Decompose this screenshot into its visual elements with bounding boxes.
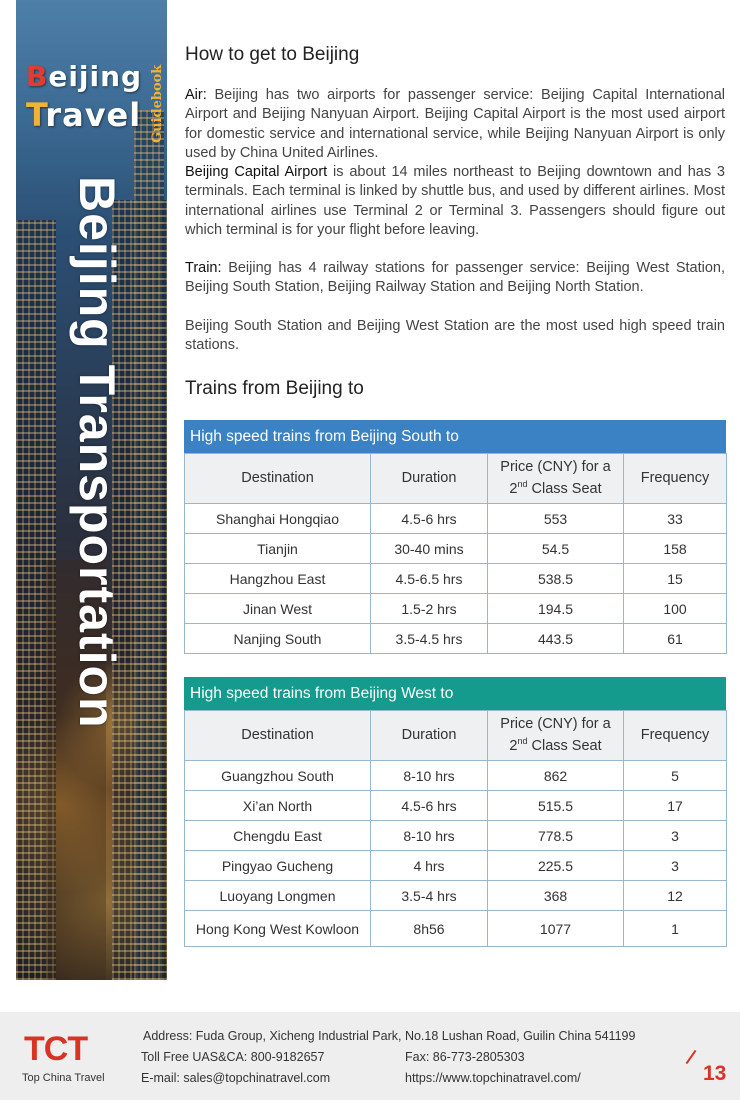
footer-address: Address: Fuda Group, Xicheng Industrial Park, No.18 Lushan Road, Guilin China 541199	[143, 1029, 636, 1043]
cell-destination: Nanjing South	[185, 624, 371, 654]
table-row	[185, 564, 727, 594]
west-trains-table	[184, 710, 727, 947]
col-price: Price (CNY) for a 2nd Class Seat	[488, 711, 624, 761]
cell-frequency: 12	[624, 881, 727, 911]
table-row	[185, 534, 727, 564]
col-destination: Destination	[185, 454, 371, 504]
cell-duration: 4.5-6 hrs	[371, 791, 488, 821]
table-row	[185, 624, 727, 654]
cell-duration: 1.5-2 hrs	[371, 594, 488, 624]
tct-logo-subtitle: Top China Travel	[22, 1072, 105, 1084]
beijing-travel-logo: Beijing Travel Guidebook	[26, 60, 166, 150]
train-paragraph: Train: Beijing has 4 railway stations for passenger service: Beijing West Station, Beijing South Station, Beijing Railway Station and Beijing North Station.	[185, 260, 725, 296]
cell-frequency: 17	[624, 791, 727, 821]
air-label: Air:	[185, 87, 207, 103]
footer-fax: Fax: 86-773-2805303	[405, 1050, 525, 1064]
table-row	[185, 911, 727, 947]
cell-price: 54.5	[488, 534, 624, 564]
cell-frequency: 33	[624, 504, 727, 534]
cell-duration: 4.5-6 hrs	[371, 504, 488, 534]
cell-destination: Shanghai Hongqiao	[185, 504, 371, 534]
col-frequency: Frequency	[624, 711, 727, 761]
page-number-slash	[686, 1050, 697, 1064]
cell-frequency: 100	[624, 594, 727, 624]
col-destination: Destination	[185, 711, 371, 761]
cell-frequency: 5	[624, 761, 727, 791]
col-frequency: Frequency	[624, 454, 727, 504]
cell-destination: Xi’an North	[185, 791, 371, 821]
cell-duration: 8-10 hrs	[371, 821, 488, 851]
cell-price: 553	[488, 504, 624, 534]
heading-how-to-get: How to get to Beijing	[185, 44, 360, 65]
table-row	[185, 881, 727, 911]
table-row	[185, 761, 727, 791]
cell-price: 194.5	[488, 594, 624, 624]
cell-destination: Luoyang Longmen	[185, 881, 371, 911]
cell-frequency: 15	[624, 564, 727, 594]
cell-destination: Chengdu East	[185, 821, 371, 851]
cell-destination: Pingyao Gucheng	[185, 851, 371, 881]
cover-photo-strip	[16, 0, 167, 980]
cell-price: 538.5	[488, 564, 624, 594]
cell-duration: 8h56	[371, 911, 488, 947]
west-table-title: High speed trains from Beijing West to	[184, 677, 726, 710]
cell-destination: Tianjin	[185, 534, 371, 564]
table-row	[185, 504, 727, 534]
col-price: Price (CNY) for a 2nd Class Seat	[488, 454, 624, 504]
cell-price: 778.5	[488, 821, 624, 851]
capital-airport-label: Beijing Capital Airport	[185, 164, 328, 180]
cell-price: 225.5	[488, 851, 624, 881]
col-duration: Duration	[371, 454, 488, 504]
col-duration: Duration	[371, 711, 488, 761]
train-label: Train:	[185, 260, 222, 276]
cell-frequency: 61	[624, 624, 727, 654]
south-table-title: High speed trains from Beijing South to	[184, 420, 726, 453]
cell-price: 443.5	[488, 624, 624, 654]
south-trains-table	[184, 453, 727, 654]
footer-email-link[interactable]: E-mail: sales@topchinatravel.com	[141, 1071, 331, 1085]
cell-destination: Jinan West	[185, 594, 371, 624]
cell-destination: Hangzhou East	[185, 564, 371, 594]
page-number: 13	[703, 1062, 727, 1085]
cell-duration: 30-40 mins	[371, 534, 488, 564]
table-row	[185, 821, 727, 851]
table-header-row	[185, 454, 727, 504]
air-paragraph: Air: Beijing has two airports for passenger service: Beijing Capital International Airport and Beijing Nanyuan Airport. Beijing Capital Airport is the most used airport for domestic service and international service, while Beijing Nanyuan Airport is only used by China United Airlines.	[185, 87, 725, 162]
cell-price: 368	[488, 881, 624, 911]
table-row	[185, 791, 727, 821]
cell-price: 862	[488, 761, 624, 791]
cell-duration: 4.5-6.5 hrs	[371, 564, 488, 594]
cell-price: 1077	[488, 911, 624, 947]
cell-duration: 3.5-4.5 hrs	[371, 624, 488, 654]
cell-destination: Hong Kong West Kowloon	[185, 911, 371, 947]
cell-duration: 8-10 hrs	[371, 761, 488, 791]
cell-frequency: 158	[624, 534, 727, 564]
table-row	[185, 851, 727, 881]
footer-website-link[interactable]: https://www.topchinatravel.com/	[405, 1071, 581, 1085]
west-station-table	[184, 677, 726, 947]
cell-frequency: 1	[624, 911, 727, 947]
page-footer	[0, 1012, 740, 1100]
vertical-page-title: Beijing Transportation	[69, 176, 125, 729]
cell-price: 515.5	[488, 791, 624, 821]
footer-toll-free: Toll Free UAS&CA: 800-9182657	[141, 1050, 325, 1064]
south-station-table	[184, 420, 726, 654]
capital-airport-paragraph: Beijing Capital Airport is about 14 miles northeast to Beijing downtown and has 3 terminals. Each terminal is linked by shuttle bus, and used by different airlines. Most international airlines use Terminal 2 or Terminal 3. Passengers should figure out which terminal is for your flight before leaving.	[185, 164, 725, 239]
heading-trains-from-beijing: Trains from Beijing to	[185, 378, 364, 399]
cell-destination: Guangzhou South	[185, 761, 371, 791]
table-row	[185, 594, 727, 624]
cell-frequency: 3	[624, 851, 727, 881]
cell-duration: 3.5-4 hrs	[371, 881, 488, 911]
table-header-row	[185, 711, 727, 761]
guidebook-label: Guidebook	[150, 64, 165, 144]
cell-frequency: 3	[624, 821, 727, 851]
tct-logo: TCT	[24, 1030, 88, 1068]
train-paragraph-2: Beijing South Station and Beijing West Station are the most used high speed train stations.	[185, 318, 725, 354]
cell-duration: 4 hrs	[371, 851, 488, 881]
